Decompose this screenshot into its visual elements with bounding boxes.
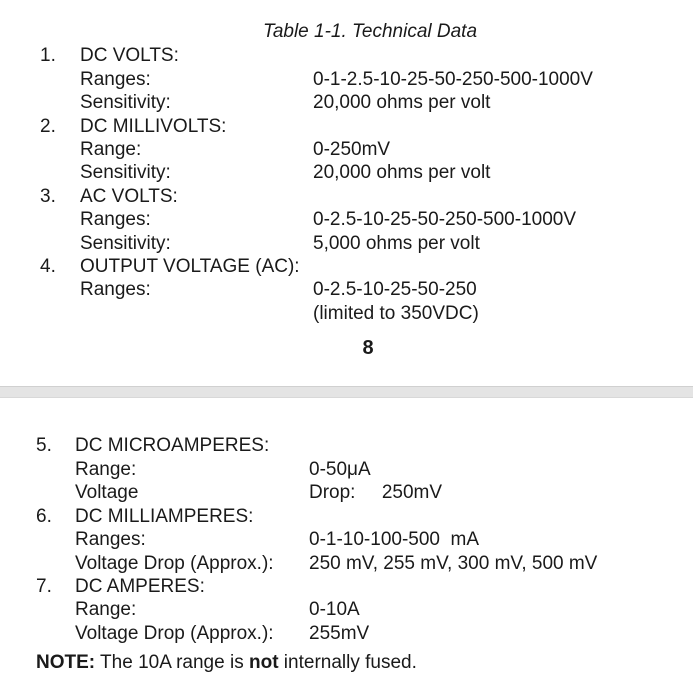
spec-label: Voltage (75, 482, 139, 503)
page-divider (0, 386, 693, 398)
note-text-end: internally fused. (278, 652, 417, 673)
spec-label: Ranges: (80, 69, 151, 90)
page-number: 8 (362, 337, 374, 359)
spec-label: Range: (80, 139, 142, 160)
spec-label: Ranges: (80, 209, 151, 230)
note-emphasis: not (248, 652, 279, 673)
note-prefix: NOTE: (36, 652, 96, 673)
note (36, 652, 417, 674)
section-heading: DC VOLTS: (80, 45, 179, 66)
table-title: Table 1-1. Technical Data (262, 21, 478, 42)
spec-value: 0-10A (309, 599, 360, 620)
spec-label: Ranges: (80, 279, 151, 300)
section-heading: AC VOLTS: (80, 186, 178, 207)
section-number: 3. (40, 186, 56, 207)
section-heading: DC MICROAMPERES: (75, 435, 270, 456)
section-heading: DC MILLIVOLTS: (80, 116, 227, 137)
spec-value: 0-50μA (309, 459, 371, 480)
spec-label: Sensitivity: (80, 162, 171, 183)
spec-label: Range: (75, 459, 137, 480)
spec-label: Sensitivity: (80, 92, 171, 113)
section-number: 1. (40, 45, 56, 66)
spec-label: Ranges: (75, 529, 146, 550)
note-text: The 10A range is (95, 652, 249, 673)
section-heading: OUTPUT VOLTAGE (AC): (80, 256, 300, 277)
spec-value-note: (limited to 350VDC) (313, 303, 479, 324)
spec-value: 255mV (309, 623, 370, 644)
section-heading: DC MILLIAMPERES: (75, 506, 254, 527)
spec-value: 0-1-10-100-500 mA (309, 529, 480, 550)
spec-label: Voltage Drop (Approx.): (75, 623, 274, 644)
spec-value: 0-2.5-10-25-50-250 (313, 279, 477, 300)
section-number: 5. (36, 435, 52, 456)
section-number: 2. (40, 116, 56, 137)
spec-value: 5,000 ohms per volt (313, 233, 480, 254)
section-number: 4. (40, 256, 56, 277)
spec-value: 250 mV, 255 mV, 300 mV, 500 mV (309, 553, 598, 574)
spec-value: Drop: 250mV (309, 482, 443, 503)
spec-value: 0-250mV (313, 139, 391, 160)
spec-label: Sensitivity: (80, 233, 171, 254)
spec-label: Range: (75, 599, 137, 620)
spec-label: Voltage Drop (Approx.): (75, 553, 274, 574)
section-heading: DC AMPERES: (75, 576, 205, 597)
spec-value: 20,000 ohms per volt (313, 92, 491, 113)
section-number: 7. (36, 576, 52, 597)
spec-value: 0-2.5-10-25-50-250-500-1000V (313, 209, 577, 230)
spec-value: 0-1-2.5-10-25-50-250-500-1000V (313, 69, 593, 90)
section-number: 6. (36, 506, 52, 527)
spec-value: 20,000 ohms per volt (313, 162, 491, 183)
